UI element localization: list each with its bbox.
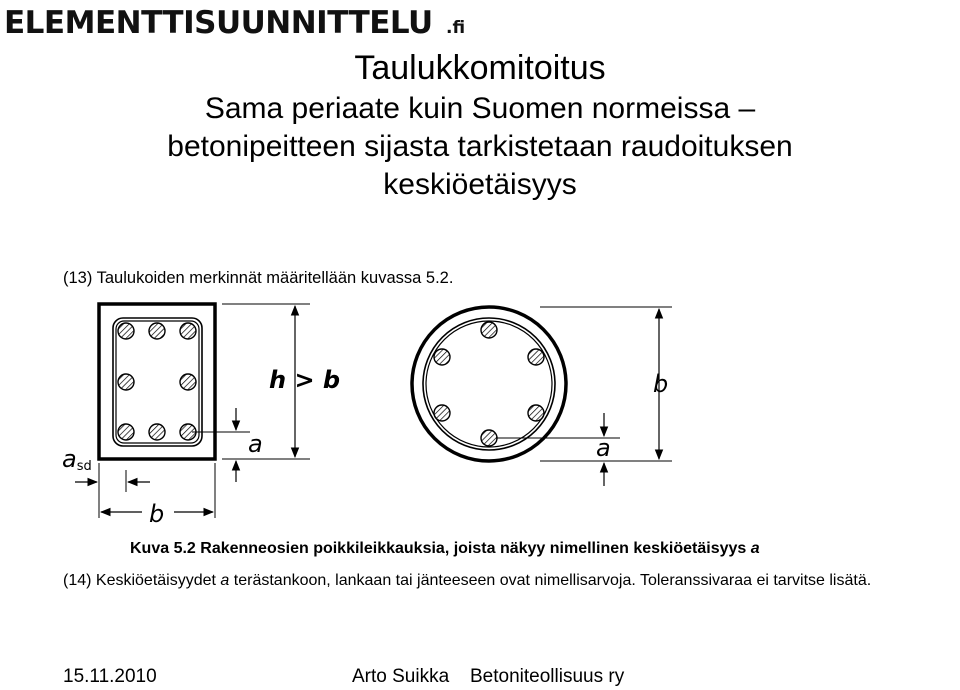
slide-title: Taulukkomitoitus [354,49,606,87]
footer-author: Arto Suikka [352,666,450,687]
caption-text: Kuva 5.2 Rakenneosien poikkileikkauksia, joista näkyy nimellinen keskiöetäisyys [130,540,747,557]
b-circle-label: b [653,370,669,398]
rebar [180,374,196,390]
caption-symbol: a [750,540,760,557]
footer-organization: Betoniteollisuus ry [470,666,625,687]
rebar [149,424,165,440]
rebar [434,405,450,421]
logo-text: ELEMENTTISUUNNITTELU [4,5,433,41]
rebar [118,374,134,390]
asd-label-main: a [62,445,77,473]
rule-13-text: (13) Taulukoiden merkinnät määritellään kuvassa 5.2. [63,269,454,287]
h-gt-b-label: h > b [269,366,341,394]
b-rect-label: b [149,500,165,528]
circle-stirrup-inner [426,321,552,447]
asd-label [62,445,92,474]
rule14-symbol: a [220,572,230,589]
subtitle-line-3: keskiöetäisyys [383,168,577,201]
a-circle-label: a [596,434,611,462]
rebar [118,323,134,339]
rebar [481,322,497,338]
a-rect-label: a [248,430,263,458]
rebar [149,323,165,339]
subtitle-line-2: betonipeitteen sijasta tarkistetaan raudoituksen [167,130,793,163]
figure-caption [130,540,760,558]
circle-rebars [434,322,544,446]
rectangular-section [62,304,340,528]
subtitle-line-1: Sama periaate kuin Suomen normeissa – [204,92,756,125]
rebar [118,424,134,440]
rule14-pre: (14) Keskiöetäisyydet [63,572,216,589]
rebar [528,349,544,365]
rebar [434,349,450,365]
rect-rebars [118,323,196,440]
asd-label-sub: sd [76,459,92,474]
cross-section-diagram [0,290,960,530]
rule-14-text [63,572,871,590]
elementtisuunnittelu-logo [4,2,479,42]
logo-suffix: .fi [446,18,466,38]
footer-date: 15.11.2010 [63,666,157,687]
rebar [481,430,497,446]
rebar [180,323,196,339]
circular-section [412,307,672,486]
rule14-post: terästankoon, lankaan tai jänteeseen ovat nimellisarvoja. Toleranssivaraa ei tarvitse lisätä. [233,572,872,589]
rebar [528,405,544,421]
